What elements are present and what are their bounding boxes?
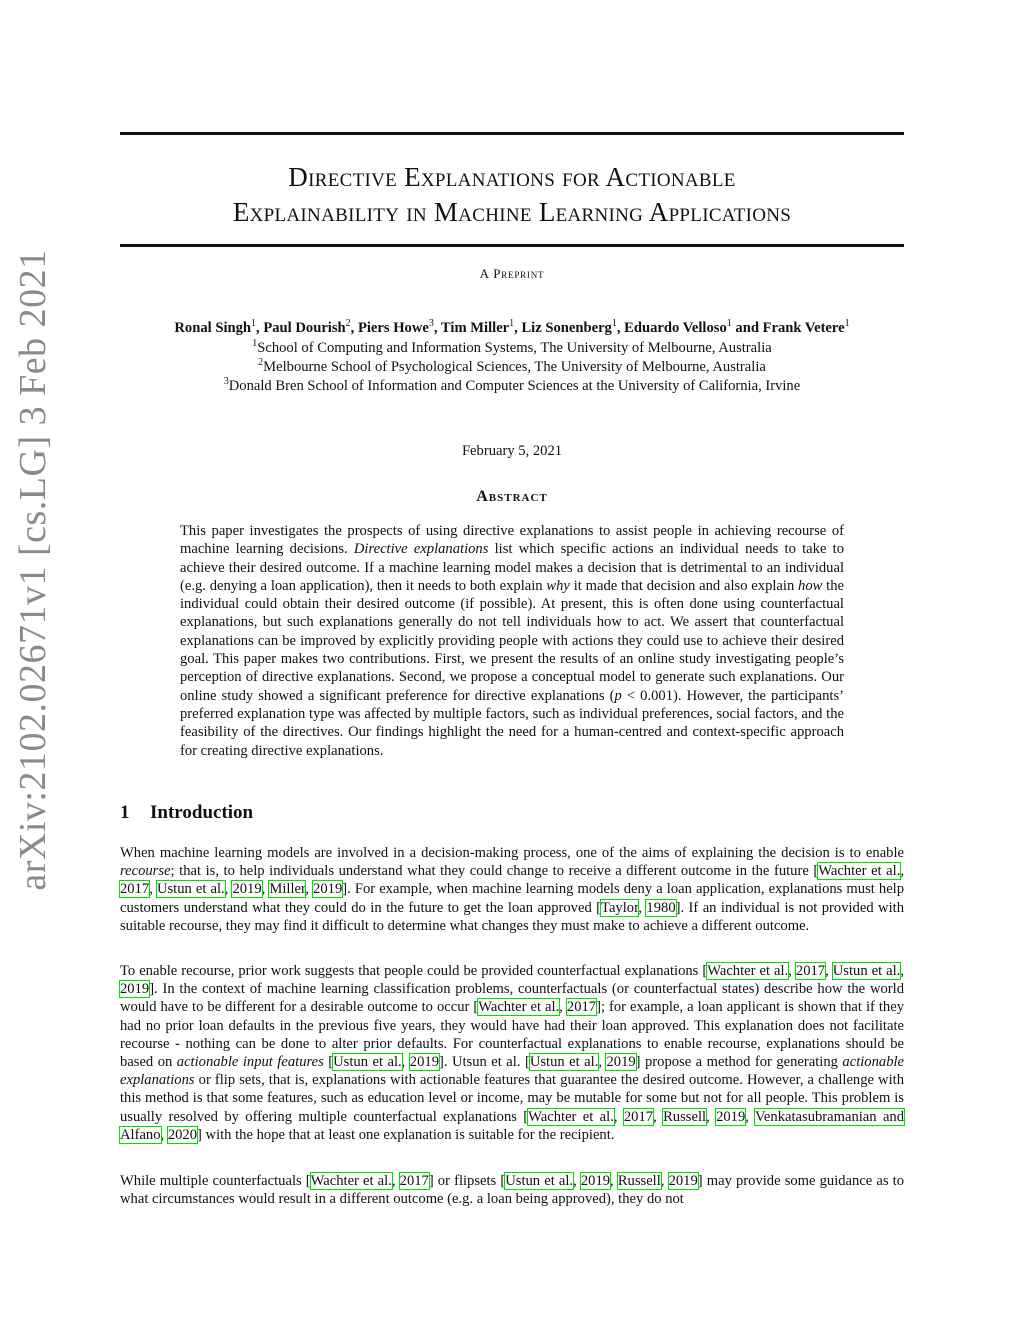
citation-link[interactable]: 2019: [606, 1054, 636, 1071]
body-text: ] propose a method for generating: [635, 1054, 843, 1071]
citation-link[interactable]: Taylor: [601, 899, 639, 916]
citation-link[interactable]: Wachter et al.: [478, 999, 560, 1016]
abstract-body: [180, 522, 844, 760]
body-text: ] may provide some guidance as to what circumstances would result in a different outcome (e.g. a loan being approved), they do not: [120, 1173, 905, 1208]
author-name: Tim Miller: [440, 319, 510, 336]
affiliation-mark: 3: [223, 376, 229, 387]
title-top-rule: [120, 132, 904, 135]
body-text: [: [323, 1054, 334, 1071]
abstract-text: < 0.001). However, the participants’ preferred explanation type was affected by multiple factors, such as individual preferences, social factors, and the feasibility of the directives. Our findings highlight the need for a human-centred and context-specific approach for creating directive explanations.: [180, 687, 845, 759]
author-name: Piers Howe: [357, 319, 429, 336]
section-number: 1: [120, 802, 130, 823]
author-name: Liz Sonenberg: [521, 319, 612, 336]
citation-link[interactable]: 2017: [566, 999, 597, 1016]
author-separator: and: [731, 319, 763, 336]
citation-separator: ,: [305, 881, 314, 898]
body-paragraph-3: [120, 1172, 904, 1208]
author-name: Eduardo Velloso: [624, 319, 727, 336]
body-text: To enable recourse, prior work suggests that people could be provided counterfactual explanations [: [120, 963, 708, 979]
citation-separator: ,: [613, 1108, 624, 1125]
citation-link[interactable]: Ustun et al.: [156, 881, 225, 898]
citation-separator: ,: [401, 1054, 410, 1071]
citation-link[interactable]: Venkatasubramanian and Alfano: [120, 1108, 905, 1143]
citation-link[interactable]: Miller: [269, 881, 306, 898]
author-affiliation-mark: 1: [509, 318, 515, 329]
citation-link[interactable]: 2019: [580, 1173, 611, 1189]
arxiv-sidebar-stamp: [10, 180, 56, 960]
citation-link[interactable]: 2019: [120, 981, 150, 998]
author-name: Paul Dourish: [263, 319, 346, 336]
citation-separator: ,: [559, 999, 567, 1016]
abstract-emphasis: p: [614, 687, 622, 704]
body-text: When machine learning models are involved in a decision-making process, one of the aims of explaining the decision is to enable: [120, 845, 904, 861]
abstract-emphasis: why: [546, 577, 570, 594]
affiliation: [120, 376, 904, 395]
author-affiliation-mark: 1: [251, 318, 257, 329]
paper-title-line-1: Directive Explanations for Actionable: [288, 162, 736, 192]
citation-separator: ,: [224, 881, 233, 898]
author-list: [110, 318, 914, 337]
citation-link[interactable]: Russell: [663, 1108, 707, 1125]
body-text: or flip sets, that is, explanations with actionable features that guarantee the desired outcome. However, a challenge with this method is that some features, such as education level or income, may be mutable for some but not for all people. This problem is usually resolved by offering multiple counterfactual explanations [: [120, 1072, 904, 1125]
author-affiliation-mark: 1: [844, 318, 850, 329]
abstract-text: the individual could obtain their desired outcome (if possible). At present, this is often done using counterfactual explanations, but such explanations generally do not tell individuals how to act. We assert that counterfactual explanations can be improved by explicitly providing people with actions they could use to achieve their desired goal. This paper makes two contributions. First, we present the results of an online study investigating people’s perception of directive explanations. Second, we propose a conceptual model to generate such explanations. Our online study showed a significant preference for directive explanations (: [180, 577, 845, 704]
citation-link[interactable]: 2017: [399, 1173, 429, 1189]
citation-link[interactable]: 2017: [795, 963, 826, 979]
author-name: Frank Vetere: [762, 319, 845, 336]
citation-link[interactable]: 2017: [623, 1108, 654, 1125]
citation-link[interactable]: 2019: [716, 1108, 746, 1125]
affiliation-mark: 2: [258, 357, 264, 368]
citation-separator: ,: [160, 1126, 168, 1143]
body-text: ]. Utsun et al. [: [438, 1054, 530, 1071]
affiliation-text: Donald Bren School of Information and Computer Sciences at the University of California, Irvine: [228, 377, 801, 394]
citation-link[interactable]: 1980: [646, 899, 676, 916]
citation-link[interactable]: Ustun et al.: [529, 1054, 599, 1071]
citation-link[interactable]: 2020: [167, 1126, 198, 1143]
citation-link[interactable]: 2019: [668, 1173, 698, 1189]
author-separator: ,: [350, 319, 358, 336]
citation-link[interactable]: Wachter et al.: [818, 863, 901, 880]
citation-separator: ,: [610, 1173, 618, 1189]
author-name: Ronal Singh: [174, 319, 252, 336]
citation-link[interactable]: 2019: [313, 881, 343, 898]
citation-separator: ,: [598, 1054, 607, 1071]
abstract-emphasis: Directive explanations: [353, 541, 489, 558]
body-text: ]; for example, a loan applicant is shown that if they had no prior loan defaults in the previous five years, they would have had their loan approved. This explanation does not facilitate recourse - nothing can be done to alter prior defaults. For counterfactual explanations to enable recourse, explanations should be based on: [120, 999, 905, 1071]
citation-separator: ,: [900, 863, 904, 880]
citation-link[interactable]: Wachter et al.: [310, 1173, 392, 1189]
paper-title: [120, 160, 904, 230]
citation-separator: ,: [788, 963, 796, 979]
citation-separator: ,: [706, 1108, 717, 1125]
author-affiliation-mark: 2: [345, 318, 351, 329]
body-text: ] or flipsets [: [428, 1173, 506, 1189]
section-heading: [120, 802, 253, 824]
citation-separator: ,: [745, 1108, 756, 1125]
body-text: ] with the hope that at least one explanation is suitable for the recipient.: [197, 1126, 615, 1143]
citation-separator: ,: [573, 1173, 581, 1189]
citation-separator: ,: [261, 881, 270, 898]
publication-date: February 5, 2021: [461, 443, 563, 459]
citation-separator: ,: [660, 1173, 669, 1189]
author-separator: ,: [433, 319, 441, 336]
citation-separator: ,: [653, 1108, 664, 1125]
author-affiliation-mark: 3: [428, 318, 434, 329]
body-emphasis: actionable explanations: [120, 1054, 905, 1089]
author-affiliation-mark: 1: [726, 318, 732, 329]
citation-link[interactable]: 2017: [120, 881, 150, 898]
citation-separator: ,: [638, 899, 647, 916]
section-title: Introduction: [150, 802, 254, 823]
body-text: ]. If an individual is not provided with suitable recourse, they may find it difficult to determine what changes they must make to achieve a different outcome.: [120, 899, 904, 934]
body-emphasis: actionable input features: [176, 1054, 324, 1071]
arxiv-identifier: arXiv:2102.02671v1 [cs.LG] 3 Feb 2021: [12, 249, 54, 891]
preprint-label: A Preprint: [479, 266, 545, 281]
citation-link[interactable]: Russell: [617, 1173, 661, 1189]
affiliation: [120, 338, 904, 357]
title-bottom-rule: [120, 244, 904, 247]
author-affiliation-mark: 1: [611, 318, 617, 329]
abstract-text: it made that decision and also explain: [569, 577, 799, 594]
author-separator: ,: [256, 319, 264, 336]
affiliation-text: Melbourne School of Psychological Sciences, The University of Melbourne, Australia: [263, 358, 766, 375]
citation-link[interactable]: 2019: [409, 1054, 439, 1071]
affiliation-mark: 1: [252, 338, 258, 349]
citation-link[interactable]: 2019: [232, 881, 262, 898]
body-text: ]. In the context of machine learning classification problems, counterfactuals (or counterfactual states) describe how the world would have to be different for a desirable outcome to occur [: [120, 981, 904, 1016]
affiliation: [120, 357, 904, 376]
author-separator: ,: [616, 319, 625, 336]
paper-title-line-2: Explainability in Machine Learning Applications: [232, 197, 792, 227]
citation-separator: ,: [900, 963, 905, 979]
citation-link[interactable]: Ustun et al.: [832, 963, 901, 979]
citation-separator: ,: [149, 881, 157, 898]
citation-link[interactable]: Ustun et al.: [505, 1173, 574, 1189]
author-separator: ,: [514, 319, 522, 336]
citation-separator: ,: [391, 1173, 400, 1189]
body-emphasis: recourse: [120, 863, 171, 880]
body-paragraph-2: [120, 962, 904, 1144]
body-text: ; that is, to help individuals understand what they could change to receive a different outcome in the future [: [170, 863, 819, 880]
citation-link[interactable]: Ustun et al.: [333, 1054, 402, 1071]
citation-link[interactable]: Wachter et al.: [707, 963, 789, 979]
body-text: While multiple counterfactuals [: [120, 1173, 311, 1189]
abstract-text: This paper investigates the prospects of using directive explanations to assist people in achieving recourse of machine learning decisions.: [180, 523, 844, 558]
abstract-emphasis: how: [798, 577, 823, 594]
citation-separator: ,: [825, 963, 833, 979]
abstract-heading: Abstract: [476, 488, 548, 505]
body-paragraph-1: [120, 844, 904, 935]
abstract-text: list which specific actions an individual needs to take to achieve their desired outcome. If a machine learning model makes a decision that is detrimental to an individual (e.g. denying a loan application), then it needs to both explain: [180, 541, 844, 594]
citation-link[interactable]: Wachter et al.: [528, 1108, 614, 1125]
affiliation-text: School of Computing and Information Systems, The University of Melbourne, Australia: [257, 339, 772, 356]
body-text: ]. For example, when machine learning models deny a loan application, explanations must help customers understand what they could do in the future to get the loan approved [: [120, 881, 905, 916]
